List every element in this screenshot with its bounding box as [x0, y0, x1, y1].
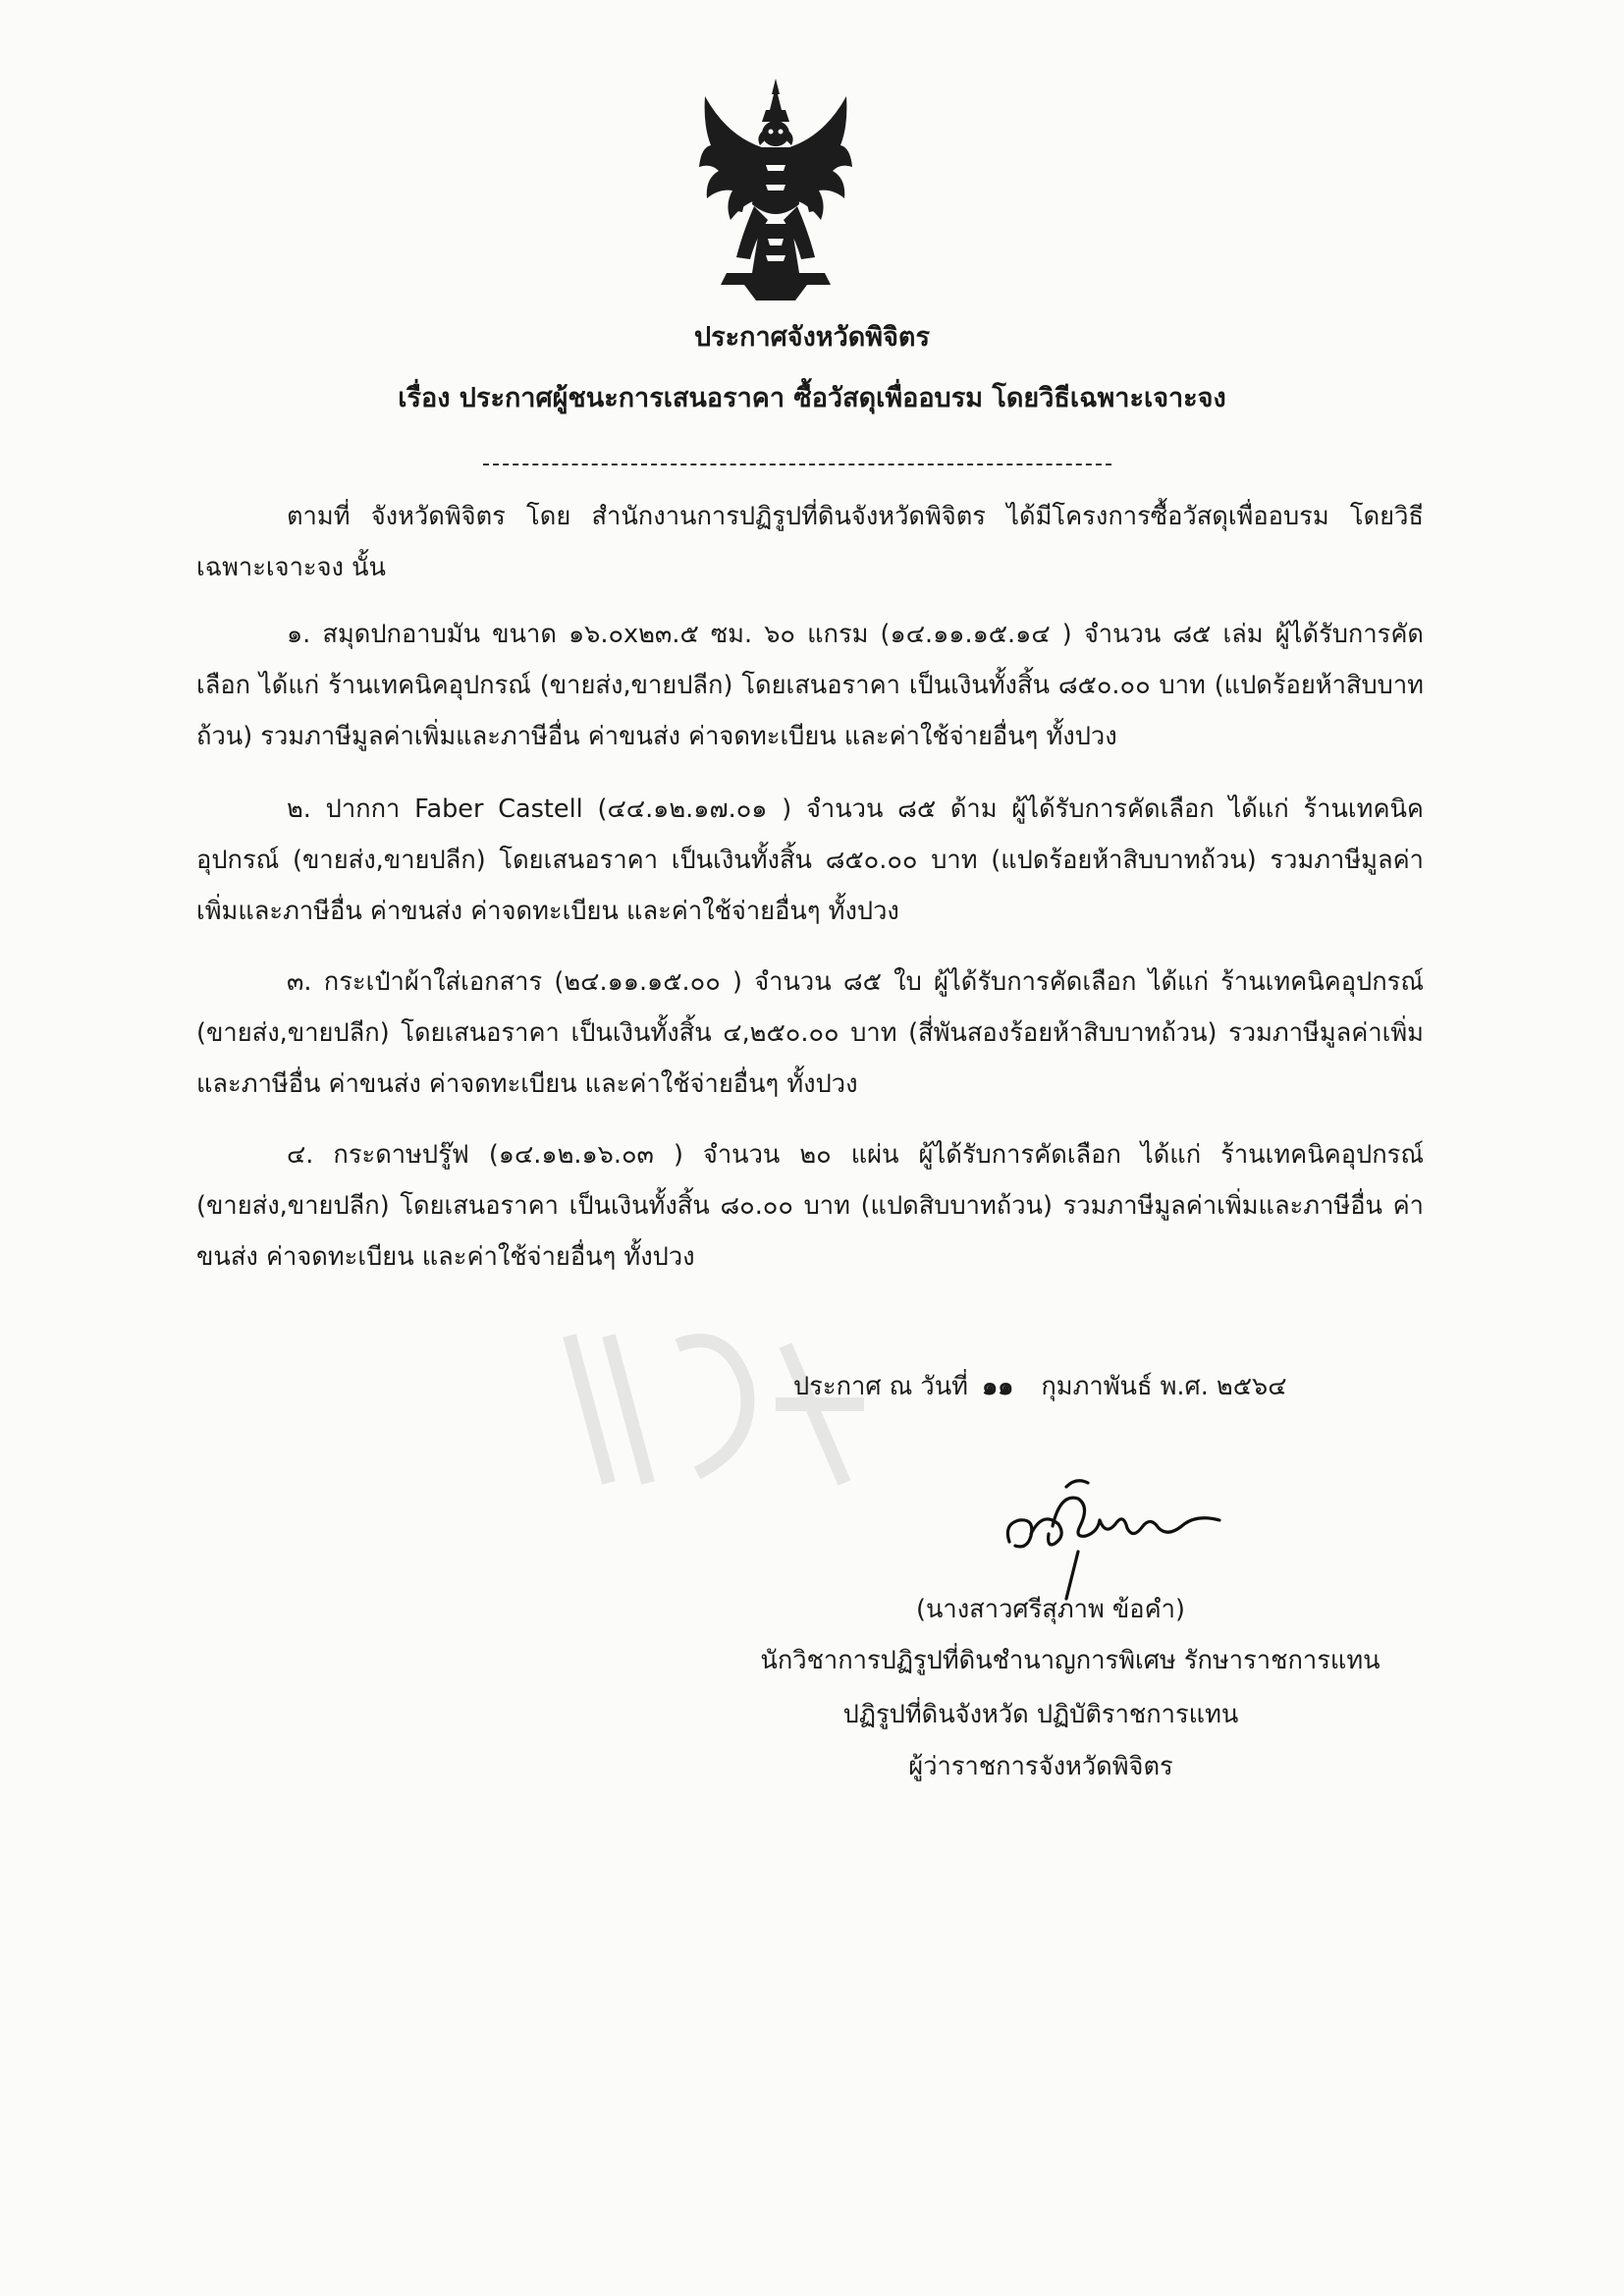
date-day: ๑๑	[981, 1372, 1014, 1401]
list-item: ๑. สมุดปกอาบมัน ขนาด ๑๖.๐x๒๓.๕ ซม. ๖๐ แกรม (๑๔.๑๑.๑๕.๑๔ ) จำนวน ๘๕ เล่ม ผู้ได้รับการคัดเลือก ได้แก่ ร้านเทคนิคอุปกรณ์ (ขายส่ง,ขายปลีก) โดยเสนอราคา เป็นเงินทั้งสิ้น ๘๕๐.๐๐ บาท (แปดร้อยห้าสิบบาทถ้วน) รวมภาษีมูลค่าเพิ่มและภาษีอื่น ค่าขนส่ง ค่าจดทะเบียน และค่าใช้จ่ายอื่นๆ ทั้งปวง	[196, 620, 1424, 751]
signatory-position-3: ผู้ว่าราชการจังหวัดพิจิตร	[908, 1752, 1173, 1781]
title-divider	[483, 464, 1111, 465]
list-item: ๒. ปากกา Faber Castell (๔๔.๑๒.๑๗.๐๑ ) จำนวน ๘๕ ด้าม ผู้ได้รับการคัดเลือก ได้แก่ ร้านเทคนิคอุปกรณ์ (ขายส่ง,ขายปลีก) โดยเสนอราคา เป็นเงินทั้งสิ้น ๘๕๐.๐๐ บาท (แปดร้อยห้าสิบบาทถ้วน) รวมภาษีมูลค่าเพิ่มและภาษีอื่น ค่าขนส่ง ค่าจดทะเบียน และค่าใช้จ่ายอื่นๆ ทั้งปวง	[196, 794, 1424, 926]
document-subject: เรื่อง ประกาศผู้ชนะการเสนอราคา ซื้อวัสดุเพื่ออบรม โดยวิธีเฉพาะเจาะจง	[398, 383, 1226, 413]
garuda-emblem-icon	[697, 77, 854, 302]
signatory-name: (นางสาวศรีสุภาพ ข้อคำ)	[916, 1595, 1185, 1624]
signatory-position-2: ปฏิรูปที่ดินจังหวัด ปฏิบัติราชการแทน	[842, 1700, 1239, 1729]
date-month-year: กุมภาพันธ์ พ.ศ. ๒๕๖๔	[1041, 1372, 1287, 1401]
document-title: ประกาศจังหวัดพิจิตร	[694, 322, 930, 353]
intro-paragraph: ตามที่ จังหวัดพิจิตร โดย สำนักงานการปฏิรูปที่ดินจังหวัดพิจิตร ได้มีโครงการซื้อวัสดุเพื่ออบรม โดยวิธีเฉพาะเจาะจง นั้น	[196, 502, 1424, 582]
list-item: ๔. กระดาษปรู๊ฟ (๑๔.๑๒.๑๖.๐๓ ) จำนวน ๒๐ แผ่น ผู้ได้รับการคัดเลือก ได้แก่ ร้านเทคนิคอุปกรณ์ (ขายส่ง,ขายปลีก) โดยเสนอราคา เป็นเงินทั้งสิ้น ๘๐.๐๐ บาท (แปดสิบบาทถ้วน) รวมภาษีมูลค่าเพิ่มและภาษีอื่น ค่าขนส่ง ค่าจดทะเบียน และค่าใช้จ่ายอื่นๆ ทั้งปวง	[196, 1140, 1424, 1272]
signatory-position-1: นักวิชาการปฏิรูปที่ดินชำนาญการพิเศษ รักษาราชการแทน	[760, 1646, 1380, 1675]
date-prefix: ประกาศ ณ วันที่	[793, 1372, 968, 1401]
list-item: ๓. กระเป๋าผ้าใส่เอกสาร (๒๔.๑๑.๑๕.๐๐ ) จำนวน ๘๕ ใบ ผู้ได้รับการคัดเลือก ได้แก่ ร้านเทคนิคอุปกรณ์ (ขายส่ง,ขายปลีก) โดยเสนอราคา เป็นเงินทั้งสิ้น ๔,๒๕๐.๐๐ บาท (สี่พันสองร้อยห้าสิบบาทถ้วน) รวมภาษีมูลค่าเพิ่มและภาษีอื่น ค่าขนส่ง ค่าจดทะเบียน และค่าใช้จ่ายอื่นๆ ทั้งปวง	[196, 967, 1424, 1099]
handwritten-signature-icon	[1001, 1473, 1227, 1601]
